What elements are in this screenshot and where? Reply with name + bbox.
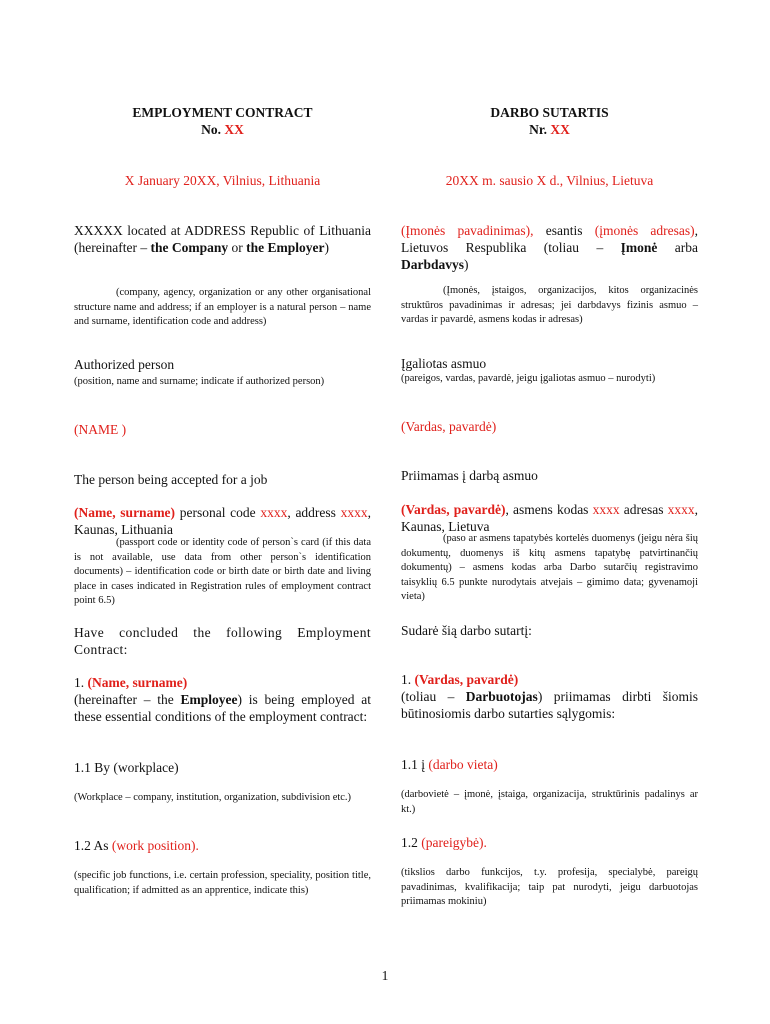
en-company-note: (company, agency, organization or any other organisational structure name and address; if an employer is a natural person – name and surname, identification code and address) [74,287,371,327]
lt-no-label: Nr. [529,122,547,137]
lt-employer-term: Darbdavys [401,257,465,272]
en-person-address-label: , address [287,505,341,520]
en-concluded: Have concluded the following Employment Contract: [74,625,371,657]
lt-person-city: , Kaunas, Lietuva [401,502,698,534]
lt-s1-text-end: ) priimamas dirbti šiomis būtinosiomis darbo sutarties sąlygomis: [401,689,698,721]
en-person-code-label: personal code [175,505,261,520]
lt-company-text: , Lietuvos Respublika (toliau – [401,223,698,255]
lt-person-note: (paso ar asmens tapatybės kortelės duomenys (jeigu nėra šių dokumentų, duomenys iš kitų asmens tapatybę patvirtinančių dokumentų) – asmens kodas arba Darbo sutarčių registravimo taisyklių 6.5 punkte nurodytais atvejais – gimimo data; gyvenamoji vieta) [401,533,698,602]
en-section-1-1: 1.1 By (workplace) [74,760,179,775]
lt-no-value: XX [550,122,570,137]
lt-company-paragraph [401,222,698,273]
en-company-or: or [228,240,247,255]
lt-company-address: (įmonės adresas) [594,223,695,238]
en-date-place: X January 20XX, Vilnius, Lithuania [124,173,321,188]
lt-s1-text: (toliau – [401,689,466,704]
lt-contract-number [401,121,698,138]
en-accepted-label: The person being accepted for a job [74,472,268,487]
en-no-value: XX [224,122,244,137]
en-section-1-title [74,674,371,691]
lt-authorized-name: (Vardas, pavardė) [401,419,497,434]
lt-section-1-title [401,671,698,688]
en-s1-text: (hereinafter – the [74,692,181,707]
en-s1-employee-term: Employee [180,692,238,707]
en-employer-term: the Employer [246,240,325,255]
lt-s12-label: 1.2 [401,835,422,850]
en-section-1-body [74,691,371,725]
lt-person-address: xxxx [667,502,695,517]
en-s1-text-end: ) is being employed at these essential conditions of the employment contract: [74,692,371,724]
lt-company-term: Įmonė [620,240,658,255]
lt-s11-workplace: (darbo vieta) [428,757,498,772]
en-s12-label: 1.2 As [74,838,112,853]
lt-s1-employee-term: Darbuotojas [465,689,538,704]
lt-accepted-label: Priimamas į darbą asmuo [401,468,538,483]
en-title: EMPLOYMENT CONTRACT [132,105,313,120]
lt-section-1-body [401,688,698,722]
lt-company-located: esantis [533,223,595,238]
lt-company-name: (Įmonės pavadinimas), [401,223,534,238]
lt-section-1-1 [401,756,698,773]
en-title-block [74,104,371,138]
en-s1-number: 1. [74,675,88,690]
en-company-paragraph [74,222,371,256]
en-person-name: (Name, surname) [74,505,176,520]
en-s1-name: (Name, surname) [87,675,188,690]
lt-section-1-1-note: (darbovietė – įmonė, įstaiga, organizacija, struktūrinis padalinys ar kt.) [401,789,698,815]
lt-person-name: (Vardas, pavardė) [401,502,506,517]
en-section-1-1-note: (Workplace – company, institution, organization, subdivision etc.) [74,792,352,803]
lt-concluded: Sudarė šią darbo sutartį: [401,623,532,638]
lt-authorized-label: Įgaliotas asmuo [401,356,487,371]
en-authorized-label: Authorized person [74,357,175,372]
en-person-city: , Kaunas, Lithuania [74,505,372,537]
page-number: 1 [381,968,389,983]
lt-s12-position: (pareigybė). [421,835,487,850]
lt-s11-label: 1.1 į [401,757,429,772]
en-section-1-2-note: (specific job functions, i.e. certain profession, speciality, position title, qualification; if admitted as an apprentice, indicate this) [74,870,371,896]
en-company-text: XXXXX located at ADDRESS Republic of Lithuania (hereinafter – [74,223,371,255]
lt-person-code: xxxx [592,502,620,517]
en-authorized-note: (position, name and surname; indicate if authorized person) [74,376,325,387]
en-person-paragraph [74,504,371,538]
lt-company-or: arba [657,240,698,255]
en-no-label: No. [201,122,221,137]
en-authorized-name: (NAME ) [74,422,127,437]
lt-s1-name: (Vardas, pavardė) [414,672,519,687]
lt-section-1-2 [401,834,698,851]
lt-company-note: (Įmonės, įstaigos, organizacijos, kitos organizacinės struktūros pavadinimas ir adresas; jei darbdavys fizinis asmuo – vardas ir pavardė, asmens kodas ir adresas) [401,285,698,325]
en-person-note: (passport code or identity code of person`s card (if this data is not available, use data from other person`s identification documents) – identification code or birth date or birth date and living place in cases indicated in Registration rules of employment contract point 6.5) [74,537,371,606]
lt-person-paragraph [401,501,698,535]
lt-date-place: 20XX m. sausio X d., Vilnius, Lietuva [445,173,654,188]
lt-authorized-note: (pareigos, vardas, pavardė, jeigu įgaliotas asmuo – nurodyti) [401,373,656,384]
lt-title: DARBO SUTARTIS [490,105,609,120]
lt-title-block [401,104,698,138]
en-person-code: xxxx [260,505,288,520]
lt-person-code-label: , asmens kodas [505,502,593,517]
en-contract-number [74,121,371,138]
en-section-1-2 [74,837,371,854]
en-company-close: ) [324,240,329,255]
lt-s1-number: 1. [401,672,415,687]
lt-company-close: ) [464,257,469,272]
en-company-term: the Company [150,240,229,255]
lt-person-address-label: adresas [619,502,668,517]
en-s12-position: (work position). [111,838,199,853]
lt-section-1-2-note: (tikslios darbo funkcijos, t.y. profesija, specialybė, pareigų pavadinimas, kvalifikacija; taip pat nurodyti, jeigu darbuotojas priimamas mokiniu) [401,867,698,907]
en-person-address: xxxx [340,505,368,520]
